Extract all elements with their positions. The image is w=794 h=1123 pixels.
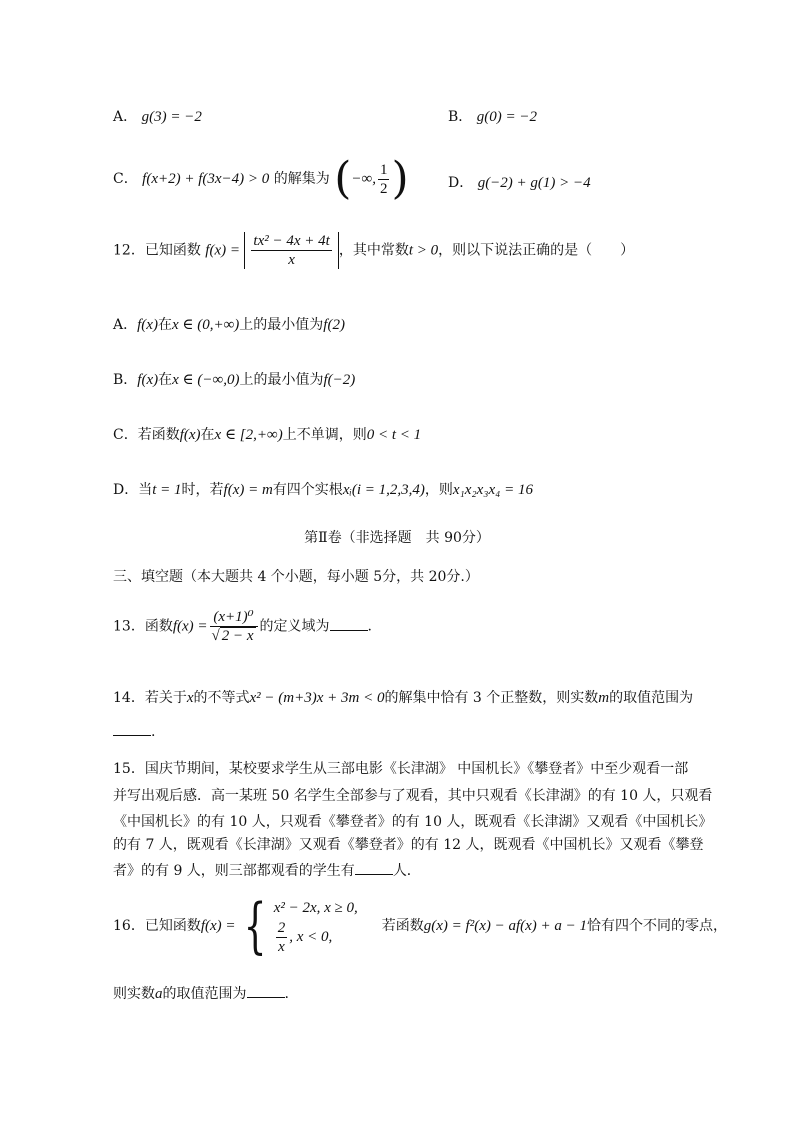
text-span: . (284, 986, 289, 1002)
answer-blank[interactable] (113, 721, 151, 736)
option-label: D． (448, 175, 474, 191)
q13 (113, 608, 372, 645)
q11-option-b (448, 106, 537, 126)
math-expr: f(x+2) + f(3x−4) > 0 (142, 171, 270, 187)
left-brace: { (243, 891, 267, 961)
text-span: t = 1 (152, 482, 182, 498)
denominator: √ 2 − x (211, 628, 254, 644)
text-span: 13．函数 (113, 618, 173, 635)
option-label: C． (113, 171, 138, 187)
left-paren: ( (334, 153, 352, 204)
text-span: x ∈ (0,+∞) (171, 317, 240, 333)
text-span: x² − (m+3)x + 3m < 0 (249, 690, 385, 706)
piecewise-cases (274, 897, 358, 956)
answer-blank[interactable] (330, 618, 368, 631)
q11-option-d (448, 172, 591, 192)
section2-title: 第Ⅱ卷（非选择题 共 90分） (304, 530, 490, 546)
q12-option-d (113, 479, 533, 499)
stem-text: 12．已知函数 (113, 242, 201, 259)
text-span: ，则 (424, 482, 453, 498)
text-span: x (278, 938, 285, 955)
right-paren: ) (391, 153, 409, 204)
text-span: 恰有四个不同的零点， (587, 918, 728, 934)
denominator: x (288, 252, 295, 268)
fraction (378, 161, 390, 198)
math-expr: f(x) = (205, 242, 240, 259)
text-span: g(x) = f²(x) − af(x) + a − 1 (423, 918, 588, 934)
q15-line4: 的有 7 人，既观看《长津湖》又观看《攀登者》的有 12 人，既观看《中国机长》又观看《攀登 (113, 837, 704, 853)
interval-left: −∞, (351, 171, 376, 187)
abs-value (244, 232, 338, 269)
q15-line5 (113, 860, 421, 880)
text-span: 0 < t < 1 (366, 427, 422, 443)
text-span: 若函数 (381, 918, 424, 934)
text-span: 上不单调，则 (282, 427, 367, 443)
q12-stem (113, 232, 634, 269)
text-span: C．若函数 (113, 427, 180, 443)
text-span: 的取值范围为 (162, 986, 247, 1002)
q11-option-c (113, 153, 409, 204)
text-span: x ∈ [2,+∞) (214, 427, 283, 443)
text-span: D．当 (113, 482, 153, 498)
case-1: x² − 2x, x ≥ 0, (273, 899, 358, 916)
math-expr: g(3) = −2 (141, 109, 202, 125)
text-span: f(x) (137, 317, 158, 333)
q16 (113, 891, 728, 961)
text-span: B． (113, 372, 138, 388)
text-span: . (151, 724, 156, 740)
text-span: 16．已知函数 (113, 918, 201, 934)
text-span: f(x) = (200, 918, 236, 934)
text-span: A． (113, 317, 138, 333)
text-span: f(x) = m (223, 482, 273, 498)
q15-line3: 《中国机长》的有 10 人，只观看《攀登者》的有 10 人，既观看《长津湖》又观看《中国机长》 (113, 814, 713, 830)
q15-line1: 15．国庆节期间，某校要求学生从三部电影《长津湖》 中国机长》《攀登者》中至少观看一部 (113, 761, 689, 777)
q14-blank-line (113, 721, 155, 740)
text-span: m (598, 690, 610, 706)
numerator: (x+1)⁰ (210, 608, 258, 627)
text-span: f(x) (179, 427, 201, 443)
text-span: 的不等式 (193, 690, 250, 706)
q12-option-c (113, 424, 421, 444)
text-span: 则实数 (113, 986, 155, 1002)
text-span: 上的最小值为 (239, 317, 324, 333)
answer-blank[interactable] (247, 985, 285, 998)
text-span: 在 (200, 427, 215, 443)
stem-text: ，则以下说法正确的是（ ） (438, 242, 635, 259)
text-span: 人． (392, 863, 421, 879)
text-span: f(2) (323, 317, 345, 333)
stem-text: ，其中常数 (338, 242, 409, 259)
sqrt-radicand: 2 − x (221, 628, 254, 644)
text-span: 2 (277, 919, 286, 936)
option-label: A． (113, 109, 138, 125)
q14 (113, 687, 693, 707)
math-expr: t > 0 (408, 242, 439, 259)
text-span: x ∈ (−∞,0) (172, 372, 240, 388)
q12-option-b (113, 369, 355, 389)
text-span: f(−2) (323, 372, 356, 388)
text-span: f(x) (137, 372, 159, 388)
fraction (210, 608, 258, 645)
text-span: 14．若关于 (113, 690, 187, 706)
section3-title: 三、填空题（本大题共 4 个小题，每小题 5分，共 20分.） (113, 569, 479, 585)
text-span: x (186, 690, 194, 706)
option-text: 的解集为 (273, 171, 330, 187)
text-span: 时，若 (181, 482, 224, 498)
text-span: f(x) = (172, 618, 208, 635)
option-label: B． (448, 109, 473, 125)
text-span: 的取值范围为 (609, 690, 694, 706)
math-expr: g(0) = −2 (476, 109, 537, 125)
denominator: 2 (379, 180, 388, 197)
text-span: 有四个实根 (272, 482, 343, 498)
math-expr: g(−2) + g(1) > −4 (477, 175, 591, 191)
text-span: 上的最小值为 (239, 372, 324, 388)
text-span: xᵢ(i = 1,2,3,4) (342, 482, 425, 498)
answer-blank[interactable] (355, 862, 393, 875)
text-span: 的定义域为 (259, 618, 330, 635)
text-span: 者》的有 9 人，则三部都观看的学生有 (113, 863, 355, 879)
q11-option-a (113, 106, 202, 126)
text-span: 的解集中恰有 3 个正整数，则实数 (384, 690, 599, 706)
q12-option-a (113, 314, 345, 334)
text-span: , x < 0, (289, 928, 333, 945)
text-span: 在 (157, 317, 172, 333)
text-span: a (155, 986, 163, 1002)
numerator: tx² − 4x + 4t (253, 233, 330, 249)
q16-line2 (113, 983, 289, 1003)
text-span: 在 (158, 372, 173, 388)
q15-line2: 并写出观后感．高一某班 50 名学生全部参与了观看，其中只观看《长津湖》的有 10 人，只观看 (113, 788, 713, 804)
text-span: . (367, 618, 372, 635)
numerator: 1 (379, 161, 388, 178)
text-span: x₁x₂x₃x₄ = 16 (452, 482, 533, 498)
